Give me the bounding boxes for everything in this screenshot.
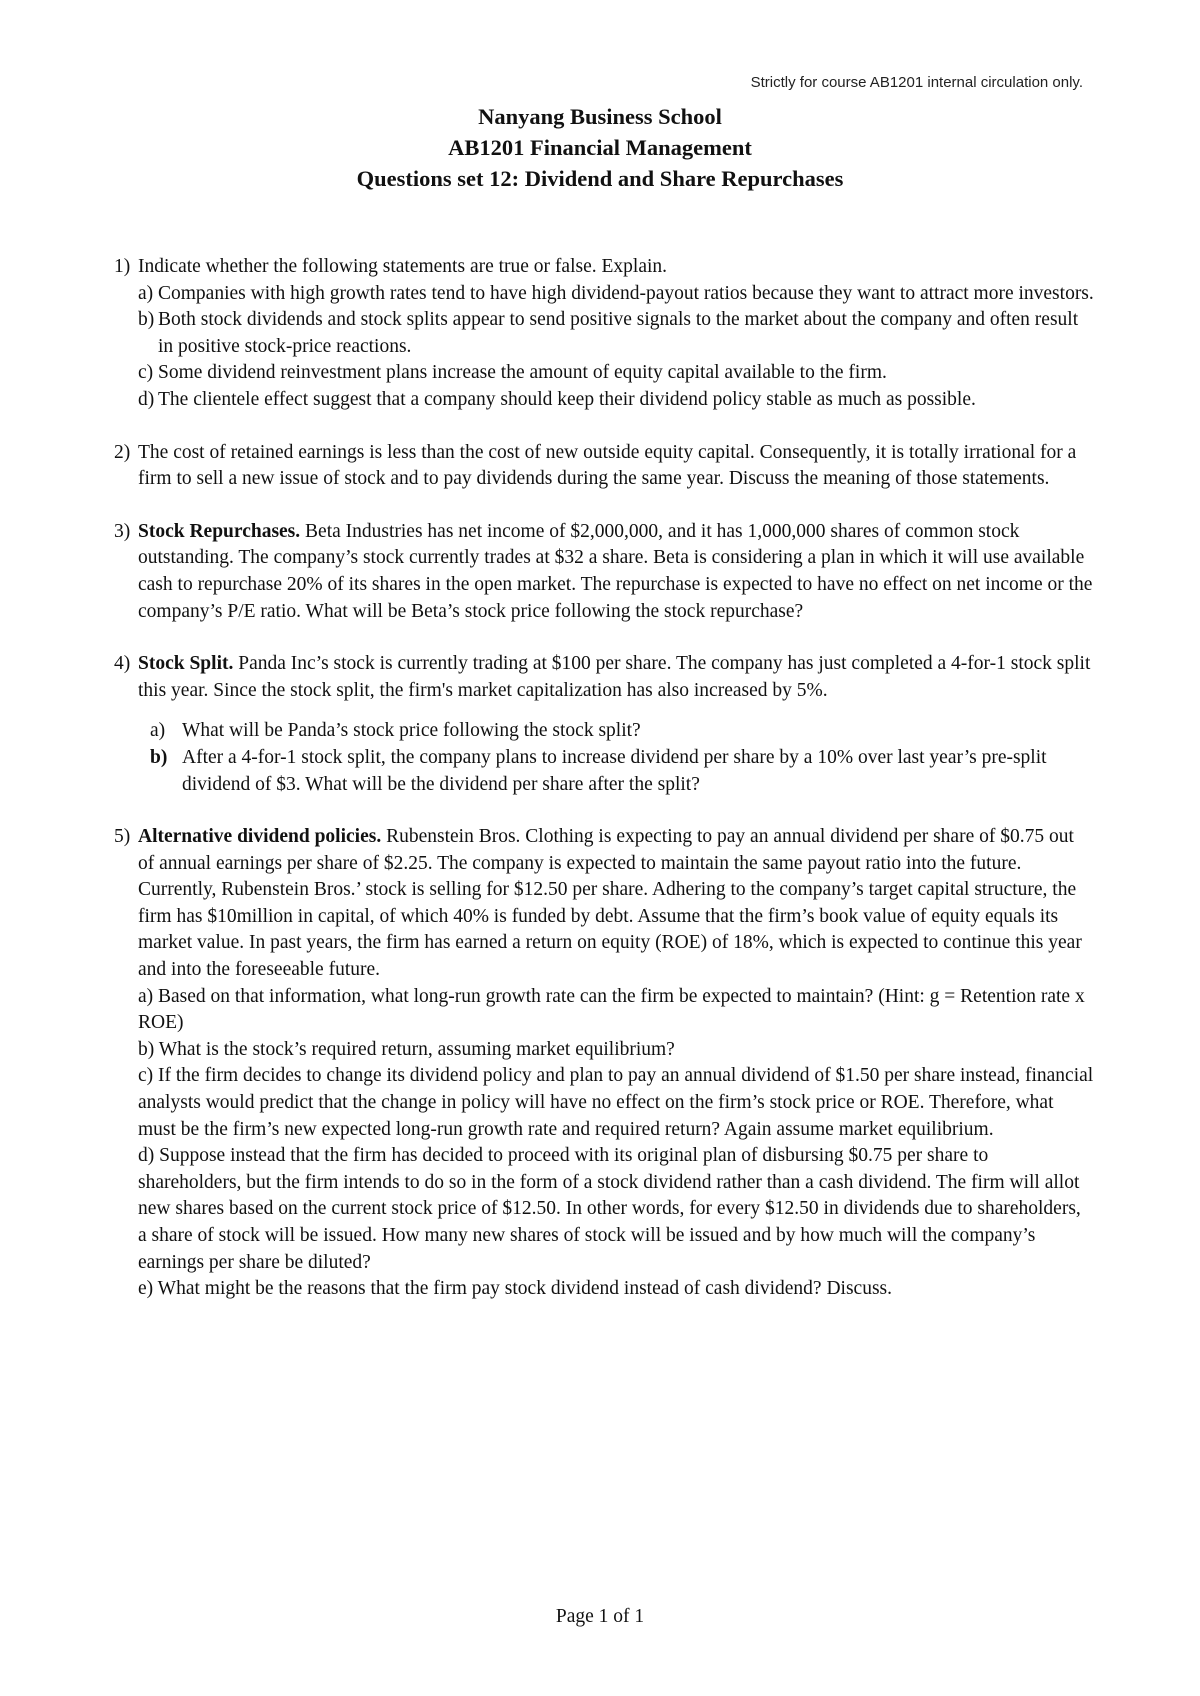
item-label: b) xyxy=(138,309,155,331)
document-titles xyxy=(0,101,1200,194)
question-3 xyxy=(114,519,1094,625)
question-3-title: Stock Repurchases. xyxy=(138,520,301,542)
question-1-item-b xyxy=(138,307,1094,360)
item-text: Some dividend reinvestment plans increase the amount of equity capital available to the firm. xyxy=(158,362,887,384)
questions-content xyxy=(114,254,1094,1329)
item-label: b) xyxy=(150,746,168,768)
question-number: 3) xyxy=(114,520,131,542)
page-number: Page 1 of 1 xyxy=(555,1606,645,1627)
question-1-item-a xyxy=(138,281,1094,308)
item-text: The clientele effect suggest that a company should keep their dividend policy stable as much as possible. xyxy=(158,388,976,410)
item-text: Both stock dividends and stock splits appear to send positive signals to the market about the company and often result in positive stock-price reactions. xyxy=(158,309,1079,357)
question-5-item-d: d) Suppose instead that the firm has decided to proceed with its original plan of disbursing $0.75 per share to shareholders, but the firm intends to do so in the form of a stock dividend rather than a cash dividend. The firm will allot new shares based on the current stock price of $12.50. In other words, for every $12.50 in dividends due to shareholders, a share of stock will be issued. How many new shares of stock will be issued and by how much will the company’s earnings per share be diluted? xyxy=(138,1145,1081,1273)
item-label: a) xyxy=(138,282,154,304)
question-4-text: Panda Inc’s stock is currently trading at $100 per share. The company has just completed a 4-for-1 stock split this year. Since the stock split, the firm's market capitalization has also increased by 5%. xyxy=(138,653,1091,701)
question-5-item-c: c) If the firm decides to change its dividend policy and plan to pay an annual dividend of $1.50 per share instead, financial analysts would predict that the change in policy will have no effect on the firm’s stock price or ROE. Therefore, what must be the firm’s new expected long-run growth rate and required return? Again assume market equilibrium. xyxy=(138,1065,1094,1140)
item-text: Companies with high growth rates tend to have high dividend-payout ratios because they want to attract more investors. xyxy=(158,282,1094,304)
question-number: 2) xyxy=(114,441,131,463)
item-text: After a 4-for-1 stock split, the company plans to increase dividend per share by a 10% over last year’s pre-split dividend of $3. What will be the dividend per share after the split? xyxy=(182,746,1047,795)
question-4-title: Stock Split. xyxy=(138,653,234,675)
question-1-intro: Indicate whether the following statements are true or false. Explain. xyxy=(138,256,668,277)
circulation-notice: Strictly for course AB1201 internal circulation only. xyxy=(750,74,1083,91)
school-name: Nanyang Business School xyxy=(478,104,722,129)
question-5-title: Alternative dividend policies. xyxy=(138,826,382,848)
question-number: 4) xyxy=(114,653,131,675)
question-2-text: The cost of retained earnings is less than the cost of new outside equity capital. Consequently, it is totally irrational for a firm to sell a new issue of stock and to pay dividends during the same year. Discuss the meaning of those statements. xyxy=(138,441,1077,490)
question-5-item-b: b) What is the stock’s required return, assuming market equilibrium? xyxy=(138,1038,675,1060)
question-2 xyxy=(114,440,1094,493)
item-text: What will be Panda’s stock price following the stock split? xyxy=(182,720,641,742)
question-number: 5) xyxy=(114,826,131,848)
course-title: AB1201 Financial Management xyxy=(448,135,752,160)
question-1-item-c xyxy=(138,360,1094,387)
question-5 xyxy=(114,824,1094,1303)
item-label: c) xyxy=(138,362,154,384)
question-5-item-e: e) What might be the reasons that the firm pay stock dividend instead of cash dividend? Discuss. xyxy=(138,1278,892,1300)
question-4-item-a xyxy=(138,718,1094,745)
item-label: a) xyxy=(150,720,166,742)
question-3-text: Beta Industries has net income of $2,000,000, and it has 1,000,000 shares of common stock outstanding. The company’s stock currently trades at $32 a share. Beta is considering a plan in which it will use available cash to repurchase 20% of its shares in the open market. The repurchase is expected to have no effect on net income or the company’s P/E ratio. What will be Beta’s stock price following the stock repurchase? xyxy=(138,520,1093,622)
question-4 xyxy=(114,651,1094,798)
question-set-title: Questions set 12: Dividend and Share Repurchases xyxy=(356,166,844,191)
item-label: d) xyxy=(138,388,155,410)
question-5-text: Rubenstein Bros. Clothing is expecting to pay an annual dividend per share of $0.75 out of annual earnings per share of $2.25. The company is expected to maintain the same payout ratio into the future. Currently, Rubenstein Bros.’ stock is selling for $12.50 per share. Adhering to the company’s target capital structure, the firm has $10million in capital, of which 40% is funded by debt. Assume that the firm’s book value of equity equals its market value. In past years, the firm has earned a return on equity (ROE) of 18%, which is expected to continue this year and into the foreseeable future. xyxy=(138,826,1082,981)
question-5-item-a: a) Based on that information, what long-run growth rate can the firm be expected to maintain? (Hint: g = Retention rate x ROE) xyxy=(138,985,1085,1034)
question-1-item-d xyxy=(138,387,1094,414)
question-4-item-b xyxy=(138,745,1094,798)
question-number: 1) xyxy=(114,256,131,277)
question-1 xyxy=(114,254,1094,414)
